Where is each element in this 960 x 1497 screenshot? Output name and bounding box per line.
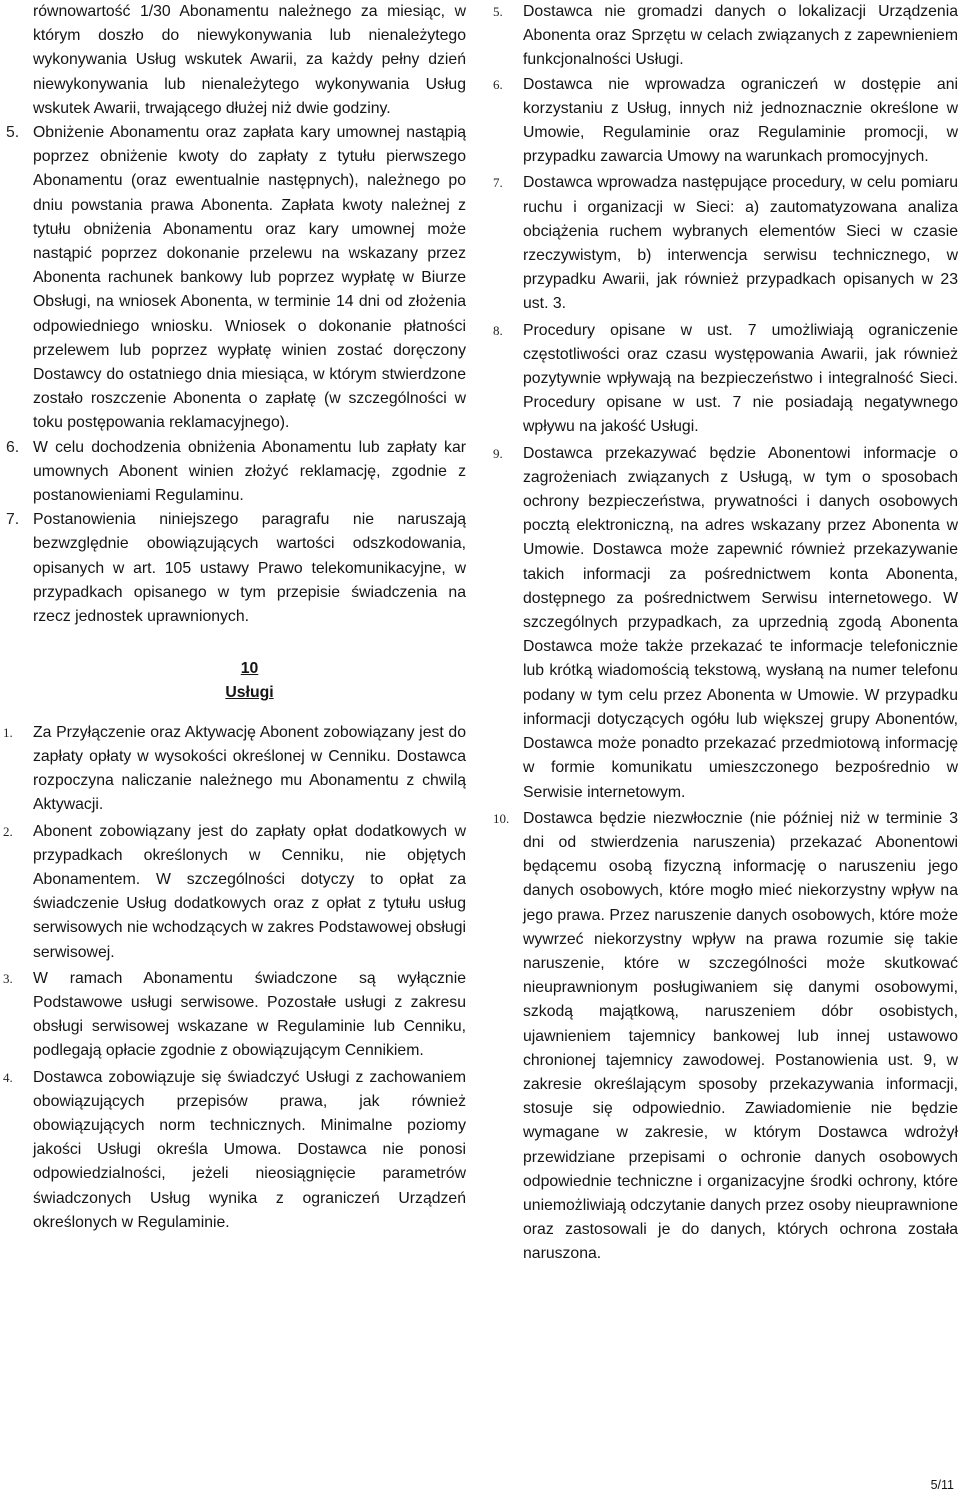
list-item-text: Dostawca nie wprowadza ograniczeń w dostępie ani korzystaniu z Usług, innych niż jednoznacznie określone w Umowie, Regulaminie oraz Regulaminie promocji, w przypadku zawarcia Umowy na warunkach promocyjnych. xyxy=(523,75,958,166)
list-number: 8. xyxy=(493,322,503,338)
section-heading xyxy=(33,657,466,705)
list-item-1 xyxy=(3,721,466,818)
list-item-2 xyxy=(3,820,466,965)
page-number: 5/11 xyxy=(930,1478,954,1492)
list-number: 5. xyxy=(493,4,503,19)
list-number: 7. xyxy=(493,175,503,191)
list-item-3 xyxy=(3,967,466,1064)
list-item-7 xyxy=(6,508,466,629)
list-item-5 xyxy=(6,121,466,436)
list-number: 2. xyxy=(3,823,13,839)
list-item-6 xyxy=(6,436,466,509)
list-item-text: Dostawca przekazywać będzie Abonentowi informacje o zagrożeniach związanych z Usługą, w tym o sposobach ochrony bezpieczeństwa, prywatności i danych osobowych pocztą elektroniczną, na adres wskazany przez Abonenta w Umowie. Dostawca może zapewnić również przekazywanie takich informacji za pośrednictwem konta Abonenta, dostępnego za pośrednictwem Serwisu internetowego. W szczególnych przypadkach, za uprzednią zgodą Abonenta Dostawca może także przekazać te informacje telefonicznie lub krótką wiadomością tekstową, wysłaną na numer telefonu podany w tym celu przez Abonenta w Umowie. W przypadku informacji dotyczących ogółu lub większej grupy Abonentów, Dostawca może ponadto przekazać przedmiotową informację w formie komunikatu umieszczonego bezpośrednio w Serwisie internetowym. xyxy=(523,444,958,801)
list-item-7 xyxy=(493,171,958,316)
list-item-text: Dostawca wprowadza następujące procedury, w celu pomiaru ruchu i organizacji w Sieci: a) zautomatyzowana analiza obciążenia ruchem wybranych elementów Sieci w czasie rzeczywistym, b) interwencja serwisu technicznego, w przypadku Awarii, jak również przypadkach opisanych w 23 ust. 3. xyxy=(523,174,958,313)
list-number: 10. xyxy=(493,810,510,826)
list-item-text: Procedury opisane w ust. 7 umożliwiają ograniczenie częstotliwości oraz czasu występowania Awarii, jak również pozytywnie wpływają na bezpieczeństwo i integralność Sieci. Procedury opisane w ust. 7 nie posiadają negatywnego wpływu na jakość Usługi. xyxy=(523,321,958,436)
list-number: 6. xyxy=(6,438,20,456)
list-number: 4. xyxy=(3,1069,13,1085)
list-item-text: Abonent zobowiązany jest do zapłaty opłat dodatkowych w przypadkach określonych w Cenniku, nie objętych Abonamentem. W szczególności dotyczy to opłat za świadczenie Usług dodatkowych oraz z opłat z tytułu usług serwisowych nie wchodzących w zakres Podstawowej obsługi serwisowej. xyxy=(33,822,466,961)
list-item-text: Dostawca będzie niezwłocznie (nie później niż w terminie 3 dni od stwierdzenia naruszenia) przekazać Abonentowi będącemu osobą fizyczną informację o naruszeniu jego danych osobowych, które mogło mieć niekorzystny wpływ na jego prawa. Przez naruszenie danych osobowych, które może wywrzeć niekorzystny wpływ na prawa rozumie się takie naruszenie, które w szczególności może skutkować nieuprawnionym posługiwaniem się danymi osobowymi, szkodą majątkową, naruszeniem dóbr osobistych, ujawnieniem tajemnicy bankowej lub innej ustawowo chronionej tajemnicy zawodowej. Postanowienia ust. 9, w zakresie określającym sposoby przekazywania informacji, stosuje się odpowiednio. Zawiadomienie nie będzie wymagane w zakresie, w którym Dostawca wdrożył przewidziane przepisami o ochronie danych osobowych odpowiednie techniczne i organizacyjne środki ochrony, które uniemożliwiają odczytanie danych przez osoby nieuprawnione oraz zastosowali je do danych, których ochrona została naruszona. xyxy=(523,809,958,1263)
list-item-text: Dostawca nie gromadzi danych o lokalizacji Urządzenia Abonenta oraz Sprzętu w celach związanych z zapewnieniem funkcjonalności Usługi. xyxy=(523,3,958,69)
list-item-text: Dostawca zobowiązuje się świadczyć Usługi z zachowaniem obowiązujących przepisów prawa, jak również obowiązujących norm technicznych. Minimalne poziomy jakości Usługi określa Umowa. Dostawca nie ponosi odpowiedzialności, jeżeli nieosiągnięcie parametrów świadczonych Usług wynika z ograniczeń Urządzeń określonych w Regulaminie. xyxy=(33,1068,466,1231)
list-item-text: Postanowienia niniejszego paragrafu nie naruszają bezwzględnie obowiązujących wartości odszkodowania, opisanych w art. 105 ustawy Prawo telekomunikacyjne, w przypadkach opisanego w tym przepisie świadczenia na rzecz jednostek uprawnionych. xyxy=(33,511,466,626)
list-item-text: Obniżenie Abonamentu oraz zapłata kary umownej nastąpią poprzez obniżenie kwoty do zapłaty z tytułu pierwszego Abonamentu (oraz ewentualnie następnych), należnego po dniu powstania prawa Abonenta. Zapłata kwoty należnej z tytułu obniżenia Abonamentu oraz kary umownej może nastąpić poprzez dokonanie przelewu na wskazany przez Abonenta rachunek bankowy lub poprzez wypłatę w Biurze Obsługi, na wniosek Abonenta, w terminie 14 dni od złożenia odpowiedniego wniosku. Wniosek o dokonanie płatności przelewem lub poprzez wypłatę winien zostać doręczony Dostawcy do ostatniego dnia miesiąca, w którym stwierdzone zostało roszczenie Abonenta o zapłatę (w szczególności w toku postępowania reklamacyjnego). xyxy=(33,124,466,432)
list-number: 6. xyxy=(493,76,503,92)
list-item-5 xyxy=(493,0,958,73)
list-item-9 xyxy=(493,442,958,805)
list-item-text: W ramach Abonamentu świadczone są wyłącznie Podstawowe usługi serwisowe. Pozostałe usługi z zakresu obsługi serwisowej wskazane w Regulaminie lub Cenniku, podlegają opłacie zgodnie z obowiązującym Cennikiem. xyxy=(33,969,466,1060)
list-number: 7. xyxy=(6,511,20,529)
paragraph-intro: równowartość 1/30 Abonamentu należnego za miesiąc, w którym doszło do niewykonywania lub nienależytego wykonywania Usług wskutek Awarii, za każdy pełny dzień niewykonywania lub nienależytego wykonywania Usług wskutek Awarii, trwającego dłużej niż dwie godziny. xyxy=(33,3,466,117)
list-item-8 xyxy=(493,319,958,440)
list-number: 9. xyxy=(493,445,503,461)
list-number: 5. xyxy=(6,124,20,142)
section-title: Usługi xyxy=(225,684,274,702)
list-item-text: W celu dochodzenia obniżenia Abonamentu lub zapłaty kar umownych Abonent winien złożyć reklamację, zgodnie z postanowieniami Regulaminu. xyxy=(33,438,466,505)
list-item-10 xyxy=(493,807,958,1267)
list-number: 3. xyxy=(3,970,13,986)
list-number: 1. xyxy=(3,724,13,740)
right-column xyxy=(493,0,958,1267)
list-item-text: Za Przyłączenie oraz Aktywację Abonent zobowiązany jest do zapłaty opłaty w wysokości określonej w Cenniku. Dostawca rozpoczyna naliczanie należnego mu Abonamentu z chwilą Aktywacji. xyxy=(33,723,466,814)
section-number: 10 xyxy=(240,660,259,678)
list-item-6 xyxy=(493,73,958,170)
left-column xyxy=(3,0,466,1235)
list-item-4 xyxy=(3,1066,466,1235)
